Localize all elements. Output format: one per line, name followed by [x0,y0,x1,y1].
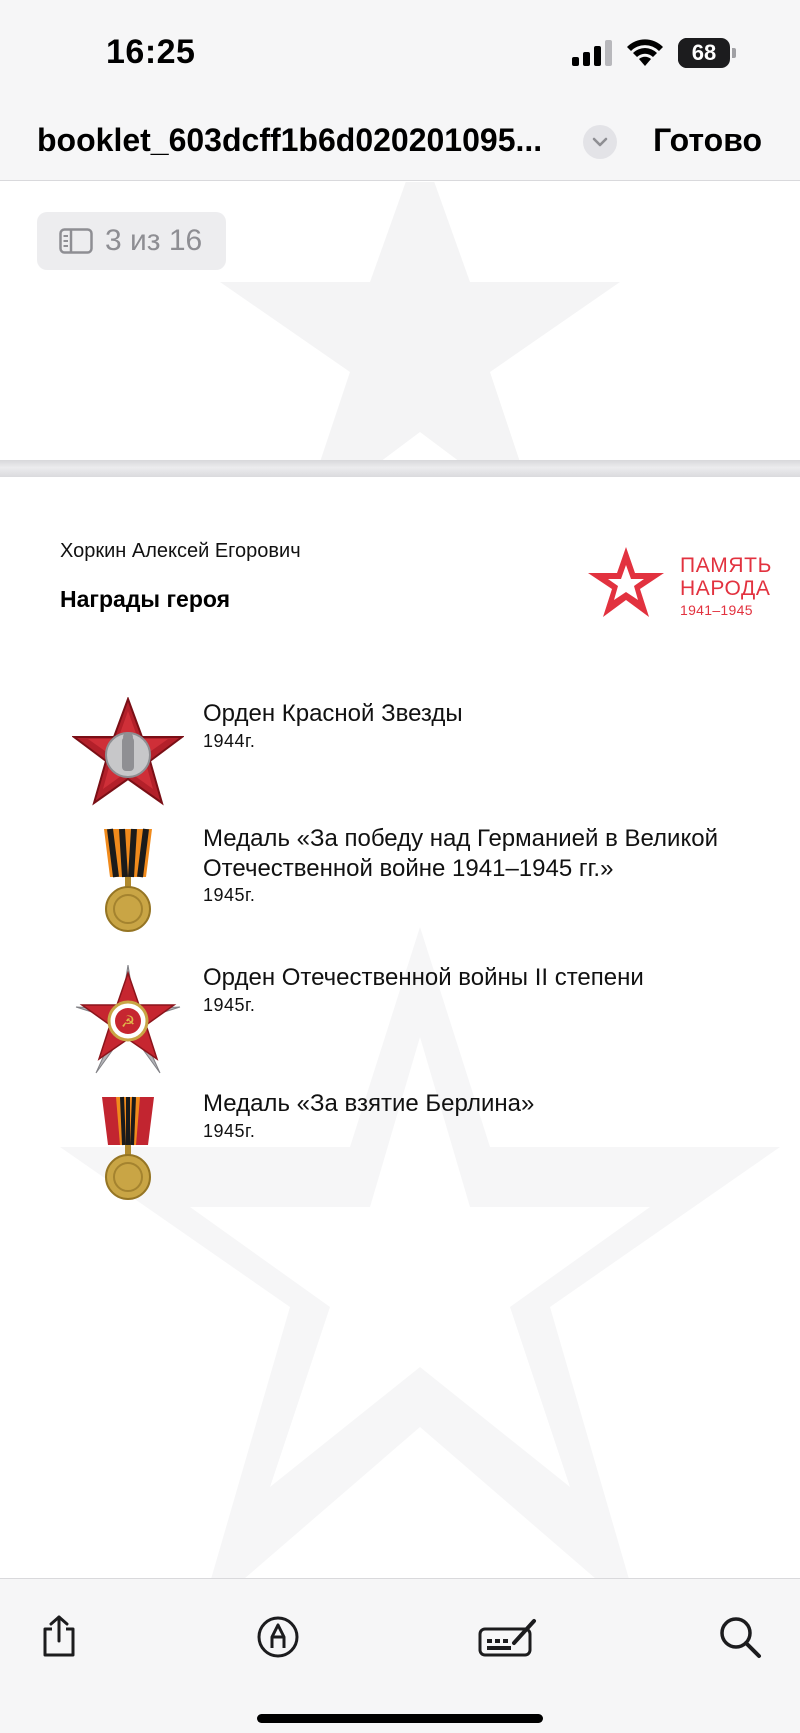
award-year: 1945г. [203,885,256,905]
order-patriotic-war-icon [72,965,184,1077]
current-page [0,477,800,1578]
document-viewer[interactable] [0,182,800,1578]
signature-icon [478,1615,538,1659]
svg-text:☭: ☭ [120,1012,136,1031]
title-menu-button[interactable] [583,125,617,159]
search-button[interactable] [712,1609,768,1665]
chevron-down-icon [592,137,608,147]
cellular-signal-icon [572,40,612,66]
award-name: Медаль «За победу над Германией в Великой Отечественной войне 1941–1945 гг.» [203,825,718,882]
award-name: Орден Красной Звезды [203,700,463,727]
home-indicator[interactable] [257,1714,543,1723]
star-watermark-icon [190,182,650,460]
bottom-toolbar [0,1578,800,1733]
wifi-icon [626,39,664,67]
logo-star-icon [586,545,666,621]
awards-heading: Награды героя [60,586,231,612]
done-button[interactable]: Готово [653,122,762,158]
share-button[interactable] [31,1609,87,1665]
logo-years: 1941–1945 [680,602,753,618]
capture-of-berlin-medal-icon [72,1095,184,1207]
victory-over-germany-medal-icon [72,827,184,939]
award-name: Медаль «За взятие Берлина» [203,1090,535,1117]
order-red-star-icon [72,697,184,809]
award-year: 1945г. [203,1121,256,1141]
document-title[interactable]: booklet_603dcff1b6d020201095... [37,122,543,158]
award-name: Орден Отечественной войны II степени [203,964,644,991]
top-bar [0,0,800,181]
search-icon [718,1615,762,1659]
hero-name: Хоркин Алексей Егорович [60,540,301,562]
logo-line-1: ПАМЯТЬ [680,554,772,577]
page-indicator-label: 3 из 16 [105,224,203,257]
pamyat-naroda-logo [586,545,786,621]
status-icons [572,36,730,70]
share-icon [39,1615,79,1659]
battery-level: 68 [691,40,717,65]
page-indicator[interactable] [37,212,226,270]
markup-button[interactable] [250,1609,306,1665]
logo-line-2: НАРОДА [680,577,771,600]
award-year: 1945г. [203,995,256,1015]
battery-indicator [678,38,730,68]
markup-icon [256,1615,300,1659]
signature-button[interactable] [478,1609,538,1665]
page-separator [0,460,800,477]
award-year: 1944г. [203,731,256,751]
sidebar-icon [59,228,93,254]
status-time: 16:25 [106,33,196,71]
